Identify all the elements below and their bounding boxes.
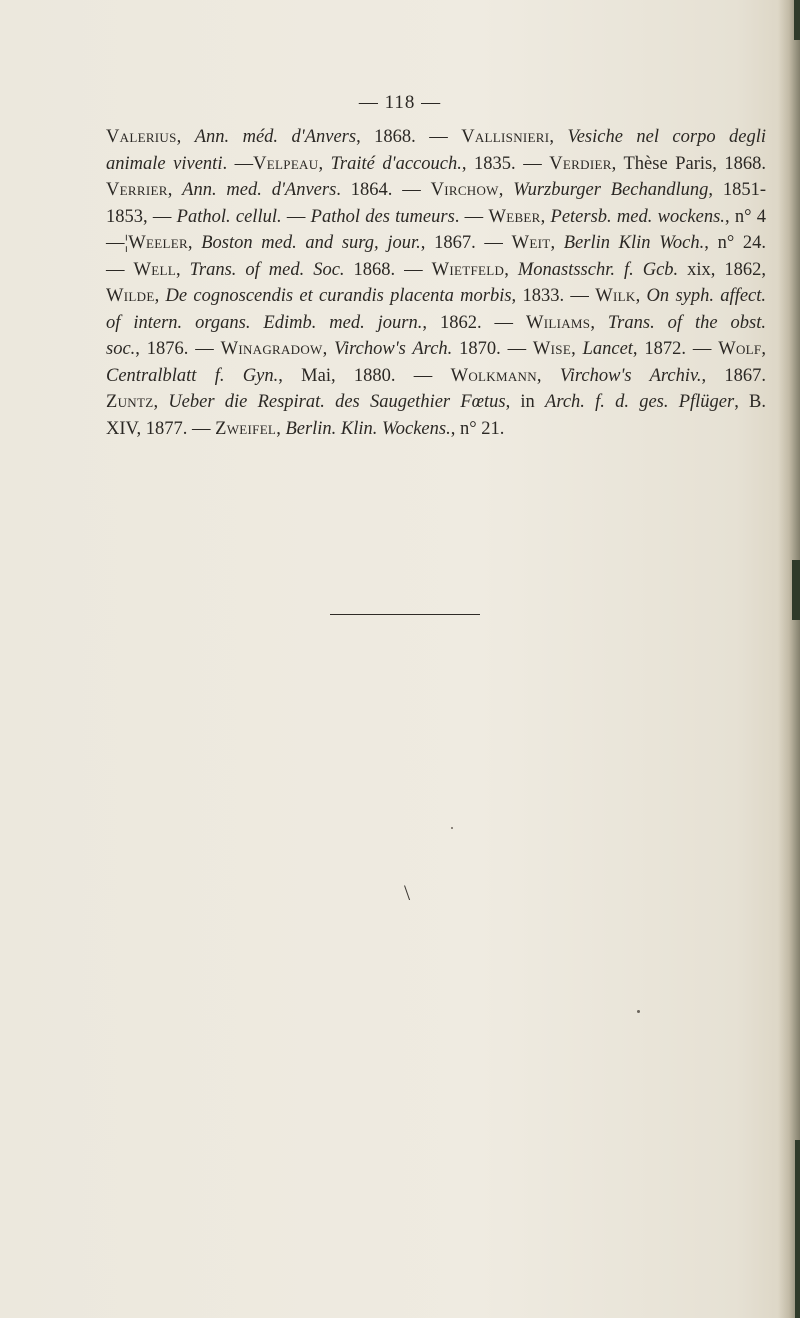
text-segment: , 1876. — — [135, 339, 221, 359]
author-name: Wietfeld — [431, 259, 505, 280]
text-segment: , 1835. — — [461, 153, 550, 174]
text-segment: , in — [505, 392, 546, 412]
text-segment: 1853, — — [106, 206, 177, 227]
work-title: animale viventi — [106, 153, 223, 174]
text-segment: , — [154, 286, 166, 306]
text-segment: XIV, 1877. — — [106, 418, 216, 439]
work-title: Lancet — [582, 339, 633, 359]
work-title: of intern. organs. Edimb. med. journ. — [106, 312, 423, 333]
text-segment: , — [318, 153, 331, 174]
work-title: Trans. of med. Soc. — [189, 259, 345, 280]
text-segment: , 1862. — — [422, 312, 526, 333]
text-segment: , 1833. — — [511, 286, 596, 306]
text-segment: —¦ — [106, 233, 129, 253]
text-segment: , Mai, 1880. — — [278, 365, 451, 386]
page-edge-shadow — [778, 0, 800, 1318]
work-title: Centralblatt f. Gyn. — [106, 365, 279, 386]
text-segment: , — [167, 180, 183, 200]
work-title: Trans. of the obst. — [607, 312, 767, 333]
text-segment: , Thèse Paris, 1868. — [611, 153, 767, 174]
text-segment: , B. — [734, 392, 767, 412]
author-name: Weeler — [128, 233, 188, 253]
text-segment: , — [504, 259, 518, 280]
text-segment: , 1868. — — [356, 127, 462, 147]
work-title: Ann. méd. d'Anvers — [194, 127, 357, 147]
text-segment: . — — [454, 206, 489, 227]
author-name: Winagradow — [220, 339, 323, 359]
author-name: Velpeau — [253, 153, 319, 174]
page-edge-dark — [792, 560, 800, 620]
text-segment: , — [498, 180, 514, 200]
stray-mark: \ — [404, 880, 411, 905]
text-line — [106, 257, 766, 284]
text-segment: — — [106, 259, 134, 280]
text-segment: , n° 24. — [704, 233, 767, 253]
work-title: soc. — [106, 339, 136, 359]
bibliography-text — [106, 124, 766, 442]
text-segment: , — [540, 206, 551, 227]
text-line — [106, 416, 766, 443]
text-segment: , 1867. — [701, 365, 766, 386]
author-name: Weit — [511, 233, 551, 253]
author-name: Vallisnieri — [461, 127, 550, 147]
section-rule — [330, 614, 480, 615]
text-segment: , — [322, 339, 335, 359]
work-title: Ueber die Respirat. des Saugethier Fœtus — [168, 392, 506, 412]
text-segment: 1870. — — [452, 339, 533, 359]
text-segment: . — — [222, 153, 254, 174]
work-title: Pathol. cellul. — [176, 206, 282, 227]
text-line — [106, 283, 766, 310]
text-segment: , — [571, 339, 583, 359]
text-segment: , — [153, 392, 169, 412]
author-name: Valerius — [106, 127, 177, 147]
text-segment: , — [635, 286, 647, 306]
author-name: Verdier — [549, 153, 612, 174]
text-line — [106, 230, 766, 257]
text-line — [106, 151, 766, 178]
work-title: On syph. affect. — [646, 286, 767, 306]
text-line — [106, 177, 766, 204]
author-name: Wilde — [106, 286, 155, 306]
author-name: Zweifel — [215, 418, 277, 439]
page-edge-dark — [794, 0, 800, 40]
text-segment: , — [187, 233, 202, 253]
text-segment: xix, 1862, — [678, 259, 767, 280]
author-name: Wise — [532, 339, 572, 359]
text-segment: , — [590, 312, 608, 333]
work-title: Pathol des tumeurs — [310, 206, 455, 227]
author-name: Zuntz — [106, 392, 154, 412]
text-segment: — — [281, 206, 311, 227]
text-segment: , — [550, 233, 564, 253]
work-title: Virchow's Arch. — [334, 339, 453, 359]
author-name: Wiliams — [525, 312, 591, 333]
work-title: Berlin. Klin. Wockens. — [285, 418, 451, 439]
author-name: Wolkmann — [450, 365, 537, 386]
page-edge-dark — [795, 1140, 800, 1318]
work-title: De cognoscendis et curandis placenta morbis — [165, 286, 512, 306]
text-segment: , n° 4 — [724, 206, 766, 227]
work-title: Traité d'accouch. — [330, 153, 462, 174]
work-title: Monastsschr. f. Gcb. — [517, 259, 679, 280]
text-line — [106, 336, 766, 363]
text-line — [106, 389, 766, 416]
work-title: Boston med. and surg, jour. — [201, 233, 421, 253]
text-segment: , — [175, 259, 190, 280]
text-segment: , 1851- — [708, 180, 767, 200]
work-title: Petersb. med. wockens. — [550, 206, 725, 227]
text-segment: . 1864. — — [336, 180, 431, 200]
text-segment: , — [761, 339, 767, 359]
text-segment: , — [549, 127, 568, 147]
author-name: Virchow — [430, 180, 499, 200]
author-name: Wilk — [595, 286, 636, 306]
text-segment: , — [276, 418, 286, 439]
text-segment: , 1872. — — [632, 339, 719, 359]
text-segment: , 1867. — — [420, 233, 512, 253]
work-title: Vesiche nel corpo degli — [567, 127, 767, 147]
paper-speck — [637, 1010, 640, 1013]
text-line — [106, 204, 766, 231]
text-segment: , — [176, 127, 195, 147]
text-line — [106, 363, 766, 390]
work-title: Wurzburger Bechandlung — [513, 180, 709, 200]
text-segment: , n° 21. — [450, 418, 505, 439]
work-title: Berlin Klin Woch. — [563, 233, 705, 253]
text-segment: 1868. — — [344, 259, 432, 280]
author-name: Wolf — [718, 339, 762, 359]
author-name: Verrier — [106, 180, 168, 200]
text-line — [106, 124, 766, 151]
paper-speck — [451, 827, 453, 829]
page-number: — 118 — — [358, 92, 442, 113]
work-title: Ann. med. d'Anvers — [182, 180, 337, 200]
author-name: Weber — [488, 206, 541, 227]
work-title: Arch. f. d. ges. Pflüger — [545, 392, 735, 412]
text-line — [106, 310, 766, 337]
work-title: Virchow's Archiv. — [559, 365, 702, 386]
text-segment: , — [536, 365, 560, 386]
author-name: Well — [133, 259, 176, 280]
